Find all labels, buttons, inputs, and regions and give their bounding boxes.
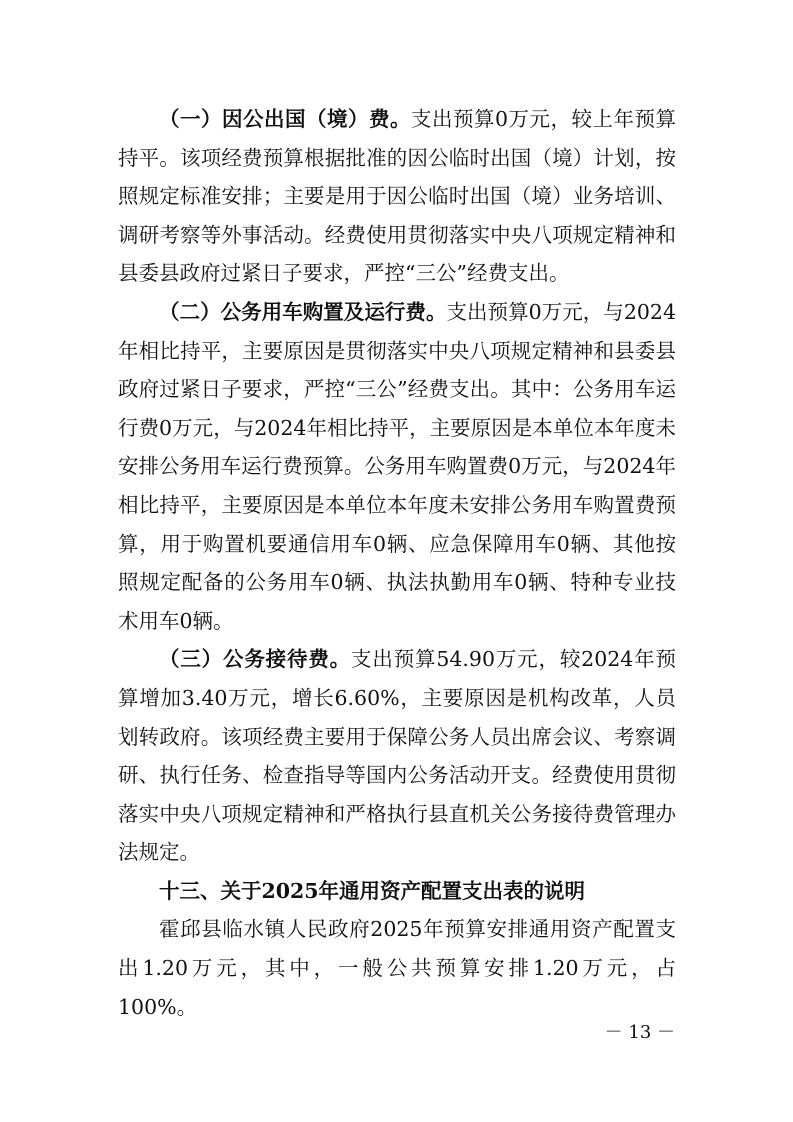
paragraph-asset-config: 霍邱县临水镇人民政府2025年预算安排通用资产配置支出1.20万元，其中，一般公共预算安排1.20万元，占100%。 (118, 917, 676, 1019)
paragraph-official-vehicles (118, 293, 676, 640)
section-body-travel-abroad: 支出预算0万元，较上年预算持平。该项经费预算根据批准的因公临时出国（境）计划，按照规定标准安排；主要是用于因公临时出国（境）业务培训、调研考察等外事活动。经费使用贯彻落实中央八项规定精神和县委县政府过紧日子要求，严控“三公”经费支出。 (118, 107, 677, 286)
section-body-official-reception: 支出预算54.90万元，较2024年预算增加3.40万元，增长6.60%，主要原因是机构改革，人员划转政府。该项经费主要用于保障公务人员出席会议、考察调研、执行任务、检查指导等国内公务活动开支。经费使用贯彻落实中央八项规定精神和严格执行县直机关公务接待费管理办法规定。 (118, 647, 677, 865)
section-lead-travel-abroad: （一）因公出国（境）费。 (159, 107, 411, 131)
page-number: － 13 － (604, 1022, 675, 1043)
paragraph-official-reception (118, 640, 676, 872)
section-heading-asset-config: 十三、关于2025年通用资产配置支出表的说明 (159, 878, 586, 903)
section-lead-official-vehicles: （二）公务用车购置及运行费。 (159, 299, 447, 324)
document-body (118, 100, 676, 1026)
section-body-official-vehicles: 支出预算0万元，与2024年相比持平，主要原因是贯彻落实中央八项规定精神和县委县政府过紧日子要求，严控“三公”经费支出。其中：公务用车运行费0万元，与2024年相比持平，主要原因是本单位本年度未安排公务用车运行费预算。公务用车购置费0万元，与2024年相比持平，主要原因是本单位本年度未安排公务用车购置费预算，用于购置机要通信用车0辆、应急保障用车0辆、其他按照规定配备的公务用车0辆、执法执勤用车0辆、特种专业技术用车0辆。 (118, 299, 677, 633)
paragraph-travel-abroad (118, 100, 676, 293)
section-lead-official-reception: （三）公务接待费。 (159, 647, 351, 672)
